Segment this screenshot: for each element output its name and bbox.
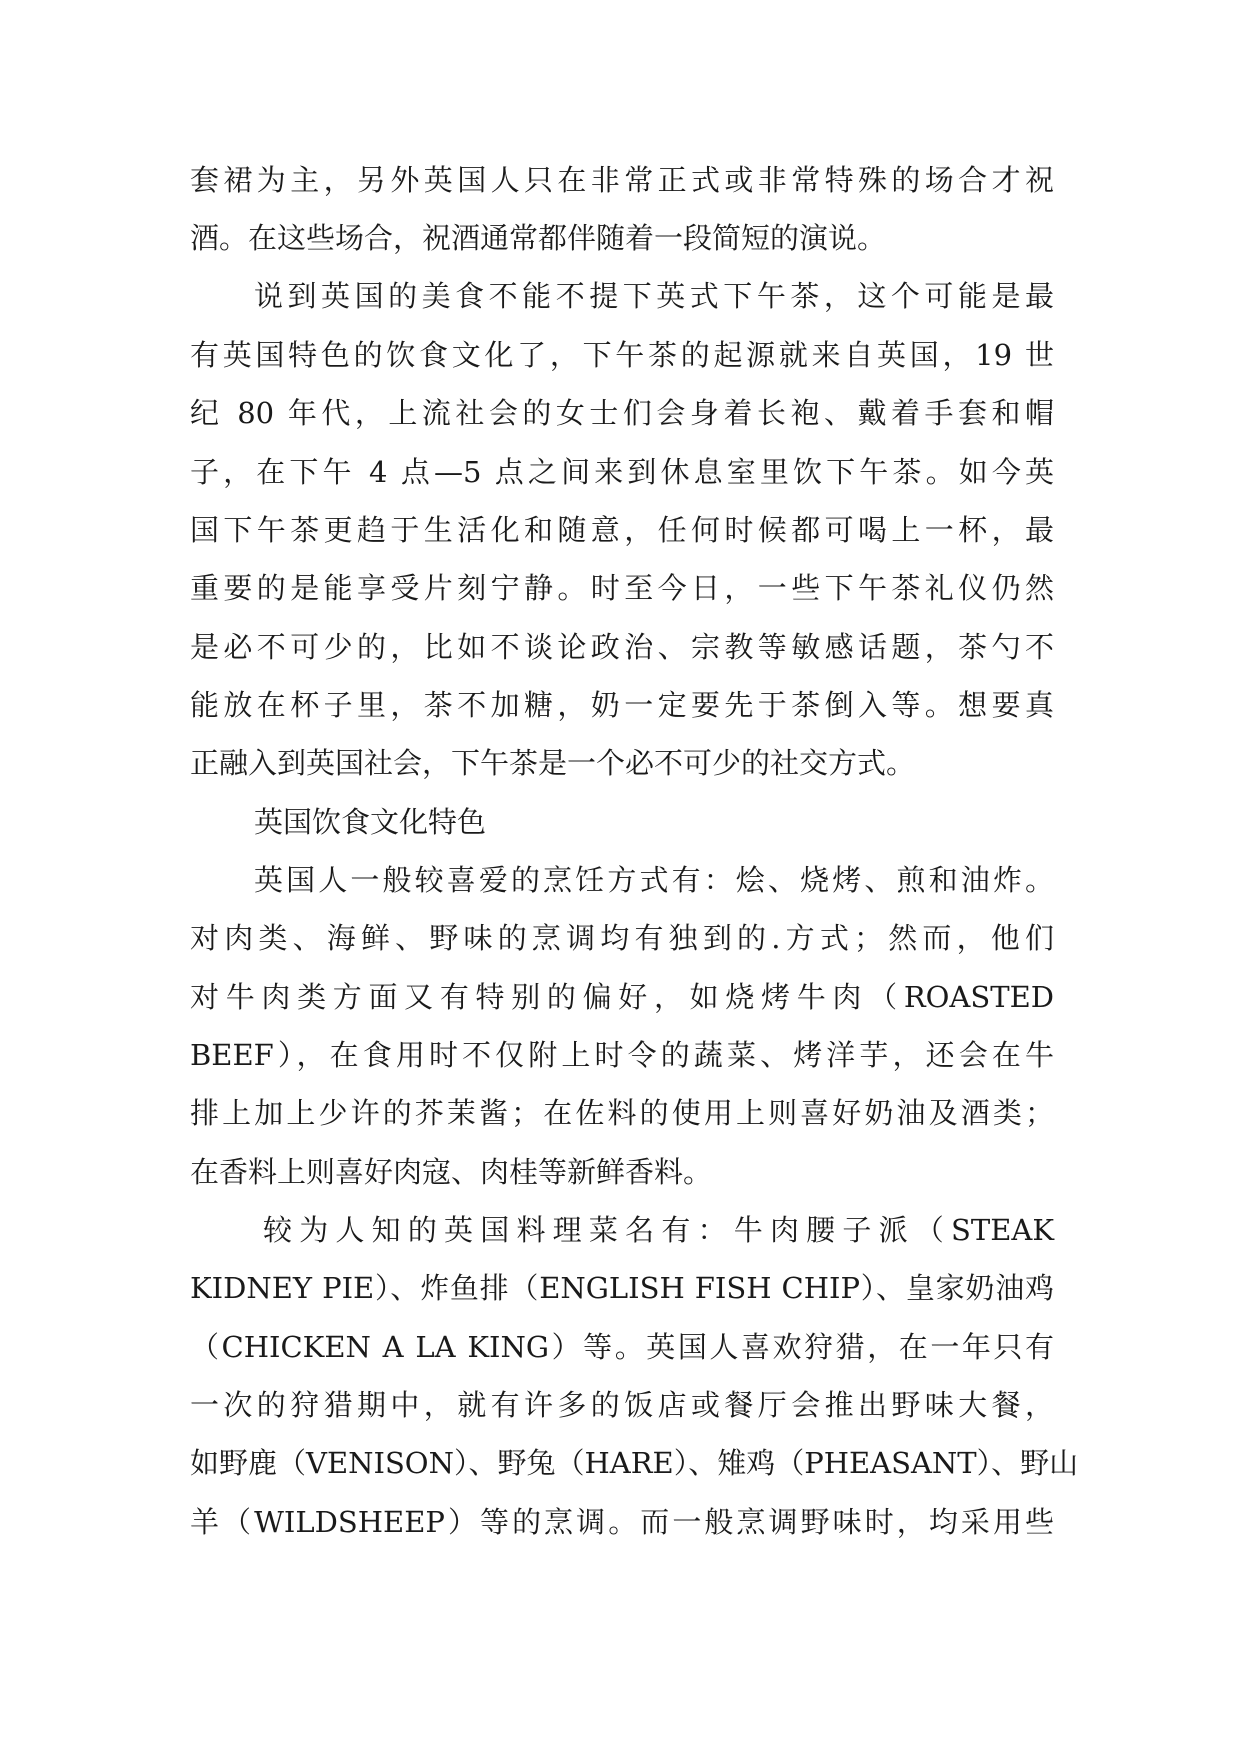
- text-line: 羊（WILDSHEEP）等的烹调。而一般烹调野味时，均采用些: [190, 1505, 1054, 1539]
- text-line: 子，在下午 4 点—5 点之间来到休息室里饮下午茶。如今英: [190, 455, 1054, 489]
- text-line: 有英国特色的饮食文化了，下午茶的起源就来自英国，19 世: [190, 338, 1054, 372]
- text-line: 说到英国的美食不能不提下英式下午茶，这个可能是最: [254, 279, 1054, 313]
- text-line: 在香料上则喜好肉寇、肉桂等新鲜香料。: [190, 1155, 713, 1189]
- text-line: 重要的是能享受片刻宁静。时至今日，一些下午茶礼仪仍然: [190, 571, 1054, 605]
- text-line: 套裙为主，另外英国人只在非常正式或非常特殊的场合才祝: [190, 163, 1054, 197]
- text-line: 是必不可少的，比如不谈论政治、宗教等敏感话题，茶勺不: [190, 630, 1054, 664]
- text-line: 排上加上少许的芥茉酱；在佐料的使用上则喜好奶油及酒类；: [190, 1096, 1054, 1130]
- text-line: 国下午茶更趋于生活化和随意，任何时候都可喝上一杯，最: [190, 513, 1054, 547]
- text-line: 对肉类、海鲜、野味的烹调均有独到的.方式；然而，他们: [190, 921, 1054, 955]
- text-line: BEEF），在食用时不仅附上时令的蔬菜、烤洋芋，还会在牛: [190, 1038, 1054, 1072]
- text-line: KIDNEY PIE）、炸鱼排（ENGLISH FISH CHIP）、皇家奶油鸡: [190, 1271, 1054, 1305]
- text-line: 正融入到英国社会，下午茶是一个必不可少的社交方式。: [190, 746, 916, 780]
- text-line: 能放在杯子里，茶不加糖，奶一定要先于茶倒入等。想要真: [190, 688, 1054, 722]
- text-line: 纪 80 年代，上流社会的女士们会身着长袍、戴着手套和帽: [190, 396, 1054, 430]
- text-line: 如野鹿（VENISON）、野兔（HARE）、雉鸡（PHEASANT）、野山: [190, 1446, 1079, 1480]
- text-line: 一次的狩猎期中，就有许多的饭店或餐厅会推出野味大餐，: [190, 1388, 1054, 1422]
- section-heading: 英国饮食文化特色: [254, 805, 487, 839]
- text-line: 英国人一般较喜爱的烹饪方式有：烩、烧烤、煎和油炸。: [254, 863, 1054, 897]
- text-line: 酒。在这些场合，祝酒通常都伴随着一段简短的演说。: [190, 221, 887, 255]
- text-line: （CHICKEN A LA KING）等。英国人喜欢狩猎，在一年只有: [190, 1330, 1054, 1364]
- text-line: 较为人知的英国料理菜名有：牛肉腰子派（STEAK: [263, 1213, 1054, 1247]
- text-line: 对牛肉类方面又有特别的偏好，如烧烤牛肉（ROASTED: [190, 980, 1054, 1014]
